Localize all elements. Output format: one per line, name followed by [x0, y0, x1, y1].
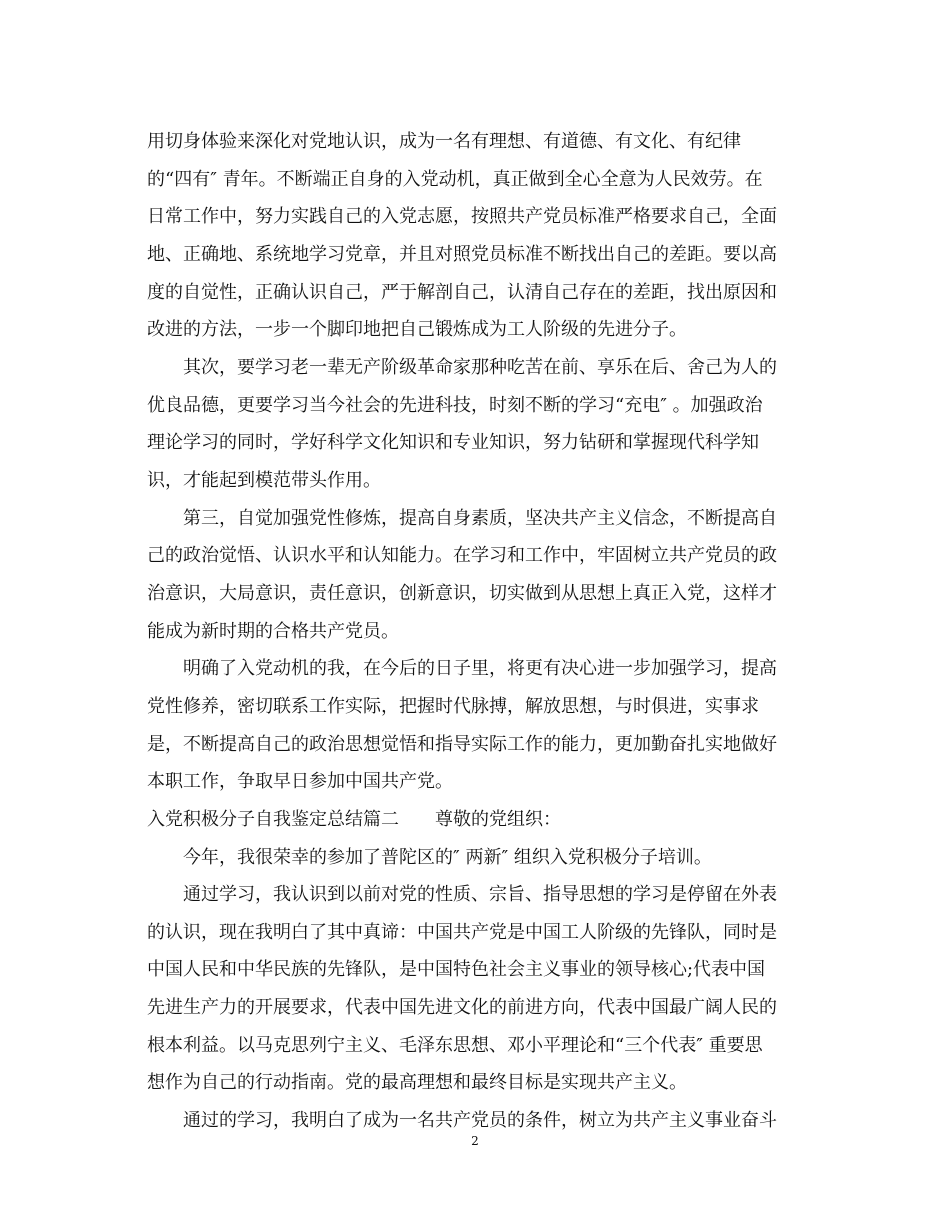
text-line: 识，才能起到模范带头作用。 [147, 470, 381, 491]
text-line: 度的自觉性，正确认识自己，严于解剖自己，认清自己存在的差距，找出原因和 [147, 282, 777, 303]
text-line: 地、正确地、系统地学习党章，并且对照党员标准不断找出自己的差距。要以高 [147, 244, 777, 265]
text-line: 日常工作中，努力实践自己的入党志愿，按照共产党员标准严格要求自己，全面 [147, 206, 777, 227]
text-line: 通过的学习，我明白了成为一名共产党员的条件，树立为共产主义事业奋斗 [147, 1110, 777, 1131]
text-line: 其次，要学习老一辈无产阶级革命家那种吃苦在前、享乐在后、舍己为人的 [147, 357, 777, 378]
text-line: 改进的方法，一步一个脚印地把自己锻炼成为工人阶级的先进分子。 [147, 319, 687, 340]
text-line: 党性修养，密切联系工作实际，把握时代脉搏，解放思想，与时俱进，实事求 [147, 696, 759, 717]
text-line: 理论学习的同时，学好科学文化知识和专业知识，努力钻研和掌握现代科学知 [147, 432, 759, 453]
text-line: 明确了入党动机的我，在今后的日子里，将更有决心进一步加强学习，提高 [147, 658, 777, 679]
section-heading: 入党积极分子自我鉴定总结篇二 尊敬的党组织： [147, 809, 561, 830]
text-line: 能成为新时期的合格共产党员。 [147, 621, 399, 642]
text-line: 根本利益。以马克思列宁主义、毛泽东思想、邓小平理论和“三个代表″ 重要思 [147, 1035, 763, 1056]
text-line: 己的政治觉悟、认识水平和认知能力。在学习和工作中，牢固树立共产党员的政 [147, 545, 777, 566]
text-line: 想作为自己的行动指南。党的最高理想和最终目标是实现共产主义。 [147, 1072, 687, 1093]
text-line: 先进生产力的开展要求，代表中国先进文化的前进方向，代表中国最广阔人民的 [147, 997, 777, 1018]
text-line: 本职工作，争取早日参加中国共产党。 [147, 771, 453, 792]
text-line: 的认识，现在我明白了其中真谛：中国共产党是中国工人阶级的先锋队，同时是 [147, 922, 777, 943]
text-line: 是，不断提高自己的政治思想觉悟和指导实际工作的能力，更加勤奋扎实地做好 [147, 734, 777, 755]
text-line: 中国人民和中华民族的先锋队，是中国特色社会主义事业的领导核心;代表中国 [147, 959, 766, 980]
text-line: 的“四有″ 青年。不断端正自身的入党动机，真正做到全心全意为人民效劳。在 [147, 169, 763, 190]
text-line: 用切身体验来深化对党地认识，成为一名有理想、有道德、有文化、有纪律 [147, 131, 741, 152]
page-number: 2 [471, 1134, 479, 1148]
text-line: 通过学习，我认识到以前对党的性质、宗旨、指导思想的学习是停留在外表 [147, 884, 777, 905]
text-line: 今年，我很荣幸的参加了普陀区的″ 两新″ 组织入党积极分子培训。 [147, 847, 712, 868]
text-line: 优良品德，更要学习当今社会的先进科技，时刻不断的学习“充电″ 。加强政治 [147, 395, 763, 416]
text-line: 第三，自觉加强党性修炼，提高自身素质，坚决共产主义信念，不断提高自 [147, 508, 777, 529]
text-line: 治意识，大局意识，责任意识，创新意识，切实做到从思想上真正入党，这样才 [147, 583, 777, 604]
